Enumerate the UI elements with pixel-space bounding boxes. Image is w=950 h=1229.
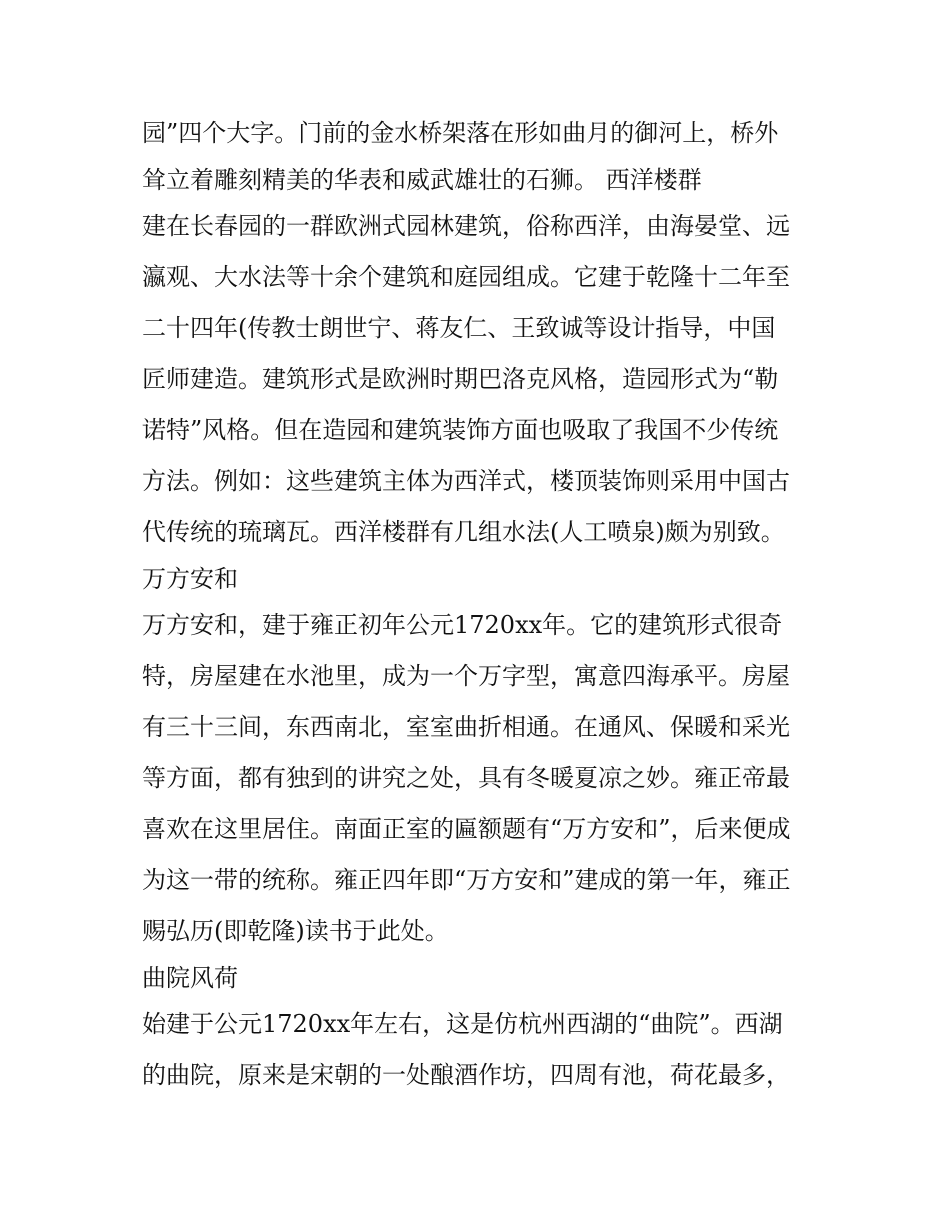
text-line: 赐弘历(即乾隆)读书于此处。 (142, 917, 449, 945)
text-line: 代传统的琉璃瓦。西洋楼群有几组水法(人工喷泉)颇为别致。 (142, 518, 785, 546)
text-line: 诺特”风格。但在造园和建筑装饰方面也吸取了我国不少传统 (142, 416, 779, 444)
text-line: 万方安和，建于雍正初年公元1720xx年。它的建筑形式很奇 (142, 611, 783, 639)
text-line: 等方面，都有独到的讲究之处，具有冬暖夏凉之妙。雍正帝最 (142, 764, 790, 792)
text-line: 二十四年(传教士朗世宁、蒋友仁、王致诚等设计指导，中国 (142, 314, 776, 342)
text-line: 方法。例如：这些建筑主体为西洋式，楼顶装饰则采用中国古 (142, 467, 790, 495)
text-line: 瀛观、大水法等十余个建筑和庭园组成。它建于乾隆十二年至 (142, 263, 790, 291)
text-line: 的曲院，原来是宋朝的一处酿酒作坊，四周有池，荷花最多， (142, 1061, 790, 1089)
text-line: 喜欢在这里居住。南面正室的匾额题有“万方安和”，后来便成 (142, 815, 791, 843)
text-line: 耸立着雕刻精美的华表和威武雄壮的石狮。 西洋楼群 (142, 166, 702, 194)
text-line: 为这一带的统称。雍正四年即“万方安和”建成的第一年，雍正 (142, 866, 791, 894)
text-line: 园”四个大字。门前的金水桥架落在形如曲月的御河上，桥外 (142, 119, 779, 147)
section-heading-wanfang-anhe: 万方安和 (142, 565, 238, 593)
section-heading-quyuan-fenghe: 曲院风荷 (142, 964, 238, 992)
text-line: 有三十三间，东西南北，室室曲折相通。在通风、保暖和采光 (142, 713, 790, 741)
text-line: 始建于公元1720xx年左右，这是仿杭州西湖的“曲院”。西湖 (142, 1010, 783, 1038)
text-line: 特，房屋建在水池里，成为一个万字型，寓意四海承平。房屋 (142, 662, 790, 690)
text-line: 匠师建造。建筑形式是欧洲时期巴洛克风格，造园形式为“勒 (142, 365, 779, 393)
document-body (142, 108, 832, 1101)
text-line: 建在长春园的一群欧洲式园林建筑，俗称西洋，由海晏堂、远 (142, 212, 790, 240)
